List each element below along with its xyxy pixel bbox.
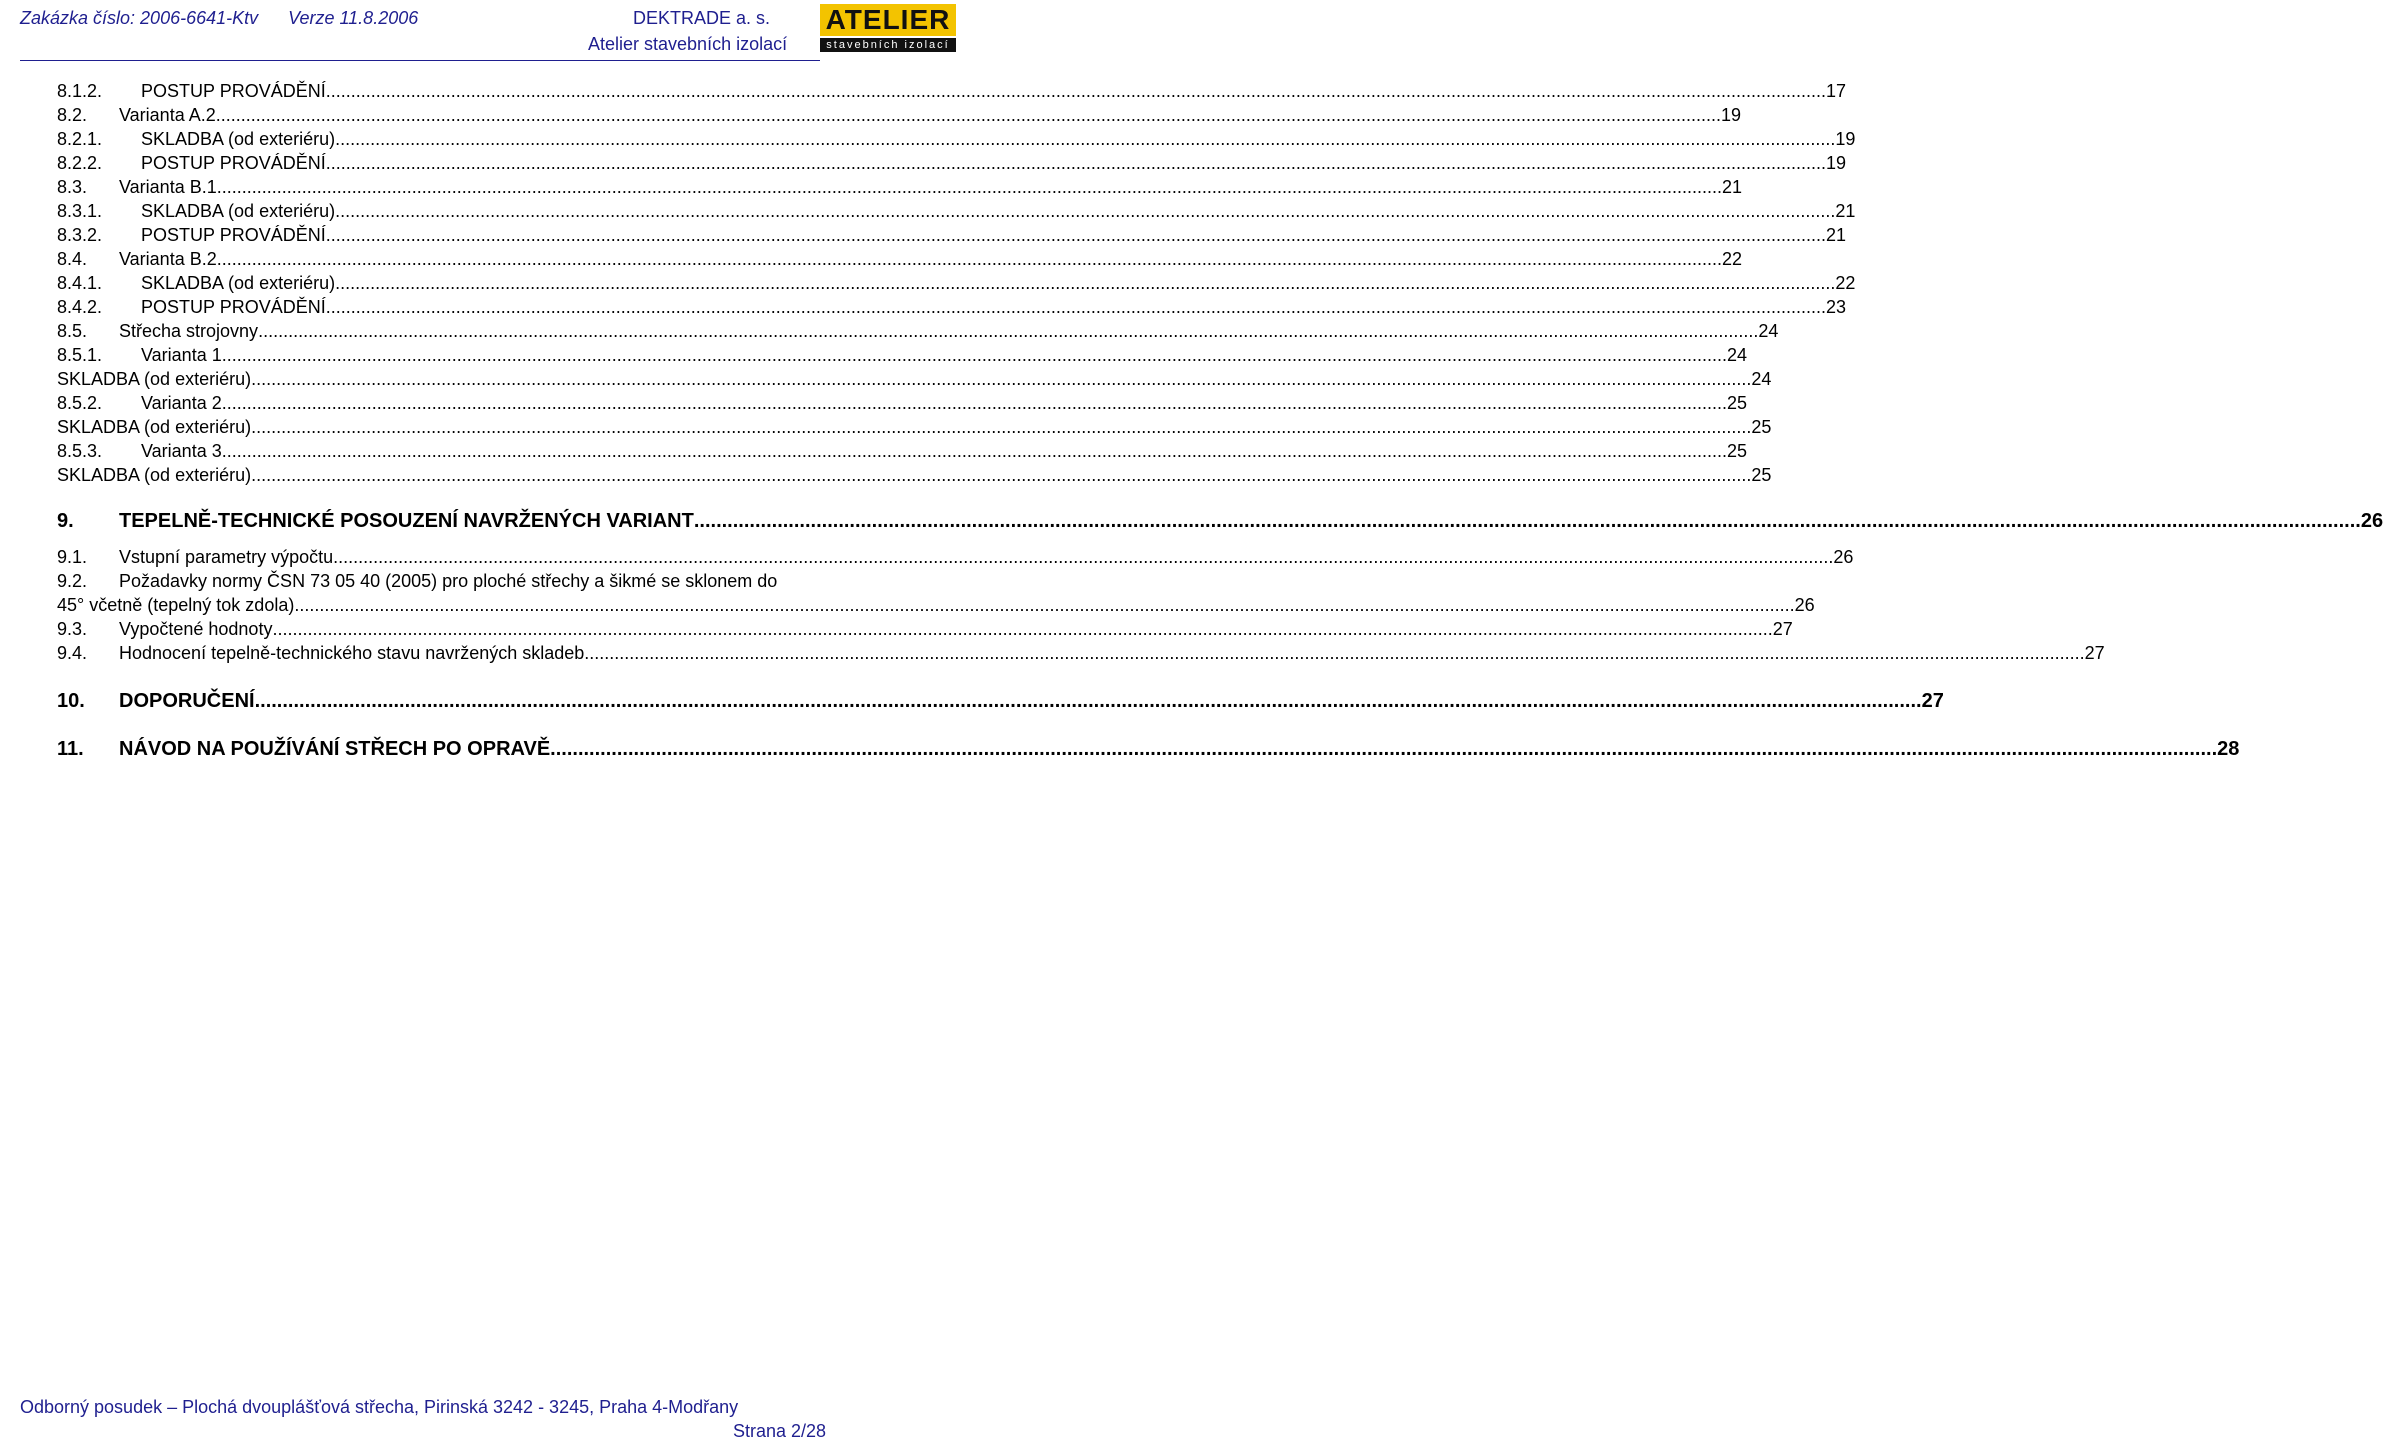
company-subtitle: Atelier stavebních izolací	[588, 34, 788, 54]
toc-entry-number: 8.2.	[57, 105, 88, 125]
toc-entry[interactable]	[57, 569, 1815, 615]
toc-entry-page: 19	[1826, 153, 1847, 173]
header-rule	[20, 60, 820, 61]
toc-entry[interactable]	[57, 271, 1856, 295]
toc-entry-title: SKLADBA (od exteriéru)	[57, 465, 252, 485]
toc-entry-number: 10.	[57, 690, 85, 712]
toc-entry-title: SKLADBA (od exteriéru)	[141, 129, 336, 149]
page-number: Strana 2/28	[733, 1421, 827, 1441]
toc-entry-title: Hodnocení tepelně-technického stavu navržených skladeb	[119, 643, 585, 663]
toc-entry[interactable]	[57, 247, 1743, 271]
toc-entry-title: Střecha strojovny	[119, 321, 259, 341]
toc-entry[interactable]	[57, 343, 1748, 367]
toc-entry-page: 22	[1722, 249, 1743, 269]
toc-entry-number: 8.3.2.	[57, 225, 103, 245]
toc-entry-number: 11.	[57, 738, 84, 760]
toc-leader-dots: ............................................................................................................................................................................................................................................................................................................	[325, 81, 1827, 101]
toc-entry-title: SKLADBA (od exteriéru)	[57, 369, 252, 389]
company-name: DEKTRADE a. s.	[633, 8, 771, 28]
toc-entry-title: Požadavky normy ČSN 73 05 40 (2005) pro ploché střechy a šikmé se sklonem do	[119, 571, 778, 591]
toc-leader-dots: ............................................................................................................................................................................................................................................................................................................	[335, 201, 1836, 221]
toc-leader-dots: ............................................................................................................................................................................................................................................................................................................	[254, 690, 1922, 712]
toc-entry-number: 8.4.2.	[57, 297, 103, 317]
toc-entry-number: 8.5.	[57, 321, 88, 341]
toc-entry[interactable]	[57, 641, 2105, 665]
toc-entry-page: 25	[1751, 417, 1772, 437]
toc-entry-number: 8.5.1.	[57, 345, 103, 365]
logo-sub-text: stavebních izolací	[820, 38, 956, 52]
toc-leader-dots: ............................................................................................................................................................................................................................................................................................................	[226, 345, 1728, 365]
page-header	[0, 0, 960, 62]
toc-entry-page: 27	[1772, 619, 1793, 639]
toc-entry-page: 25	[1727, 441, 1748, 461]
toc-leader-dots: ............................................................................................................................................................................................................................................................................................................	[325, 225, 1827, 245]
toc-entry[interactable]	[57, 199, 1856, 223]
toc-leader-dots: ............................................................................................................................................................................................................................................................................................................	[693, 510, 2361, 532]
toc-entry[interactable]	[57, 617, 1793, 641]
toc-entry[interactable]	[57, 295, 1847, 319]
toc-entry-title: Varianta 2.	[141, 393, 227, 413]
toc-entry[interactable]	[57, 509, 2383, 533]
toc-entry-number: 8.3.1.	[57, 201, 103, 221]
toc-entry-page: 28	[2217, 738, 2240, 760]
toc-entry-title: TEPELNĚ-TECHNICKÉ POSOUZENÍ NAVRŽENÝCH VARIANT	[119, 510, 694, 532]
version-text: Verze 11.8.2006	[288, 8, 419, 28]
toc-entry-number: 9.	[57, 510, 74, 532]
toc-entry-page: 17	[1826, 81, 1847, 101]
toc-entry[interactable]	[57, 175, 1743, 199]
toc-entry-title: DOPORUČENÍ	[119, 690, 255, 712]
toc-entry-page: 27	[1921, 690, 1944, 712]
toc-leader-dots: ............................................................................................................................................................................................................................................................................................................	[221, 177, 1723, 197]
toc-entry[interactable]	[57, 689, 1944, 713]
toc-entry[interactable]	[57, 737, 2240, 761]
toc-entry[interactable]	[57, 367, 1772, 391]
order-text: Zakázka číslo: 2006-6641-Ktv	[20, 8, 259, 28]
toc-entry-title: POSTUP PROVÁDĚNÍ	[141, 225, 326, 245]
toc-leader-dots: ............................................................................................................................................................................................................................................................................................................	[335, 129, 1836, 149]
toc-entry[interactable]	[57, 415, 1772, 439]
toc-entry-title: SKLADBA (od exteriéru)	[57, 417, 252, 437]
toc-leader-dots: ............................................................................................................................................................................................................................................................................................................	[220, 105, 1722, 125]
toc-entry-title-cont: 45° včetně (tepelný tok zdola)	[57, 595, 295, 615]
toc-entry-number: 8.2.2.	[57, 153, 103, 173]
toc-entry-page: 26	[1794, 595, 1815, 615]
toc-entry-page: 24	[1727, 345, 1748, 365]
toc-entry-page: 19	[1721, 105, 1742, 125]
toc-entry-number: 9.1.	[57, 547, 88, 567]
toc-leader-dots: ............................................................................................................................................................................................................................................................................................................	[226, 393, 1728, 413]
toc-entry-number: 8.5.2.	[57, 393, 103, 413]
toc-leader-dots: ............................................................................................................................................................................................................................................................................................................	[584, 643, 2085, 663]
order-number	[20, 8, 418, 29]
toc-entry-title: Varianta 3.	[141, 441, 227, 461]
toc-leader-dots: ............................................................................................................................................................................................................................................................................................................	[251, 369, 1752, 389]
toc-leader-dots: ............................................................................................................................................................................................................................................................................................................	[333, 547, 1834, 567]
toc-entry[interactable]	[57, 127, 1856, 151]
toc-leader-dots: ............................................................................................................................................................................................................................................................................................................	[550, 738, 2218, 760]
toc-entry-number: 8.1.2.	[57, 81, 103, 101]
toc-entry-title: Varianta 1.	[141, 345, 227, 365]
toc-entry-title: Varianta B.2.	[119, 249, 222, 269]
toc-entry-title: NÁVOD NA POUŽÍVÁNÍ STŘECH PO OPRAVĚ	[119, 738, 551, 760]
toc-entry-title: POSTUP PROVÁDĚNÍ	[141, 81, 326, 101]
toc-entry[interactable]	[57, 103, 1742, 127]
toc-entry-page: 24	[1758, 321, 1779, 341]
toc-entry-page: 24	[1751, 369, 1772, 389]
toc-leader-dots: ............................................................................................................................................................................................................................................................................................................	[325, 297, 1827, 317]
toc-entry[interactable]	[57, 463, 1772, 487]
toc-leader-dots: ............................................................................................................................................................................................................................................................................................................	[251, 417, 1752, 437]
toc-leader-dots: ............................................................................................................................................................................................................................................................................................................	[258, 321, 1759, 341]
toc-entry-title: Varianta A.2.	[119, 105, 221, 125]
toc-entry[interactable]	[57, 439, 1748, 463]
toc-leader-dots: ............................................................................................................................................................................................................................................................................................................	[294, 595, 1795, 615]
toc-entry-page: 21	[1722, 177, 1743, 197]
toc-entry-title: SKLADBA (od exteriéru)	[141, 201, 336, 221]
toc-entry[interactable]	[57, 545, 1854, 569]
toc-entry[interactable]	[57, 151, 1847, 175]
toc-entry-number: 8.4.	[57, 249, 88, 269]
toc-entry[interactable]	[57, 223, 1847, 247]
toc-entry-page: 27	[2084, 643, 2105, 663]
toc-entry-title: Varianta B.1.	[119, 177, 222, 197]
logo-main-text: ATELIER	[820, 4, 956, 36]
toc-leader-dots: ............................................................................................................................................................................................................................................................................................................	[221, 249, 1723, 269]
toc-entry[interactable]	[57, 391, 1748, 415]
toc-entry-title: Vstupní parametry výpočtu	[119, 547, 334, 567]
toc-entry-number: 8.2.1.	[57, 129, 103, 149]
toc-entry-title: POSTUP PROVÁDĚNÍ	[141, 297, 326, 317]
toc-leader-dots: ............................................................................................................................................................................................................................................................................................................	[226, 441, 1728, 461]
toc-entry-page: 23	[1826, 297, 1847, 317]
toc-entry-page: 26	[1833, 547, 1854, 567]
toc-entry-page: 25	[1727, 393, 1748, 413]
toc-entry-number: 8.5.3.	[57, 441, 103, 461]
toc-entry-page: 21	[1826, 225, 1847, 245]
toc-entry-page: 21	[1835, 201, 1856, 221]
toc-entry-title: SKLADBA (od exteriéru)	[141, 273, 336, 293]
toc-entry-page: 22	[1835, 273, 1856, 293]
toc-leader-dots: ............................................................................................................................................................................................................................................................................................................	[251, 465, 1752, 485]
toc-entry-number: 9.2.	[57, 571, 88, 591]
toc-entry-page: 19	[1835, 129, 1856, 149]
toc-entry-page: 26	[2360, 510, 2383, 532]
toc-leader-dots: ............................................................................................................................................................................................................................................................................................................	[325, 153, 1827, 173]
toc-leader-dots: ............................................................................................................................................................................................................................................................................................................	[272, 619, 1773, 639]
toc-entry-title: POSTUP PROVÁDĚNÍ	[141, 153, 326, 173]
toc-entry[interactable]	[57, 319, 1779, 343]
toc-entry-title: Vypočtené hodnoty	[119, 619, 273, 639]
toc-leader-dots: ............................................................................................................................................................................................................................................................................................................	[335, 273, 1836, 293]
toc-entry-number: 9.3.	[57, 619, 88, 639]
toc-entry-number: 9.4.	[57, 643, 88, 663]
toc-entry-page: 25	[1751, 465, 1772, 485]
footer-title: Odborný posudek – Plochá dvouplášťová střecha, Pirinská 3242 - 3245, Praha 4-Modřany	[20, 1397, 739, 1417]
toc-entry[interactable]	[57, 79, 1847, 103]
toc-entry-number: 8.3.	[57, 177, 88, 197]
toc-entry-number: 8.4.1.	[57, 273, 103, 293]
atelier-logo	[820, 4, 956, 52]
